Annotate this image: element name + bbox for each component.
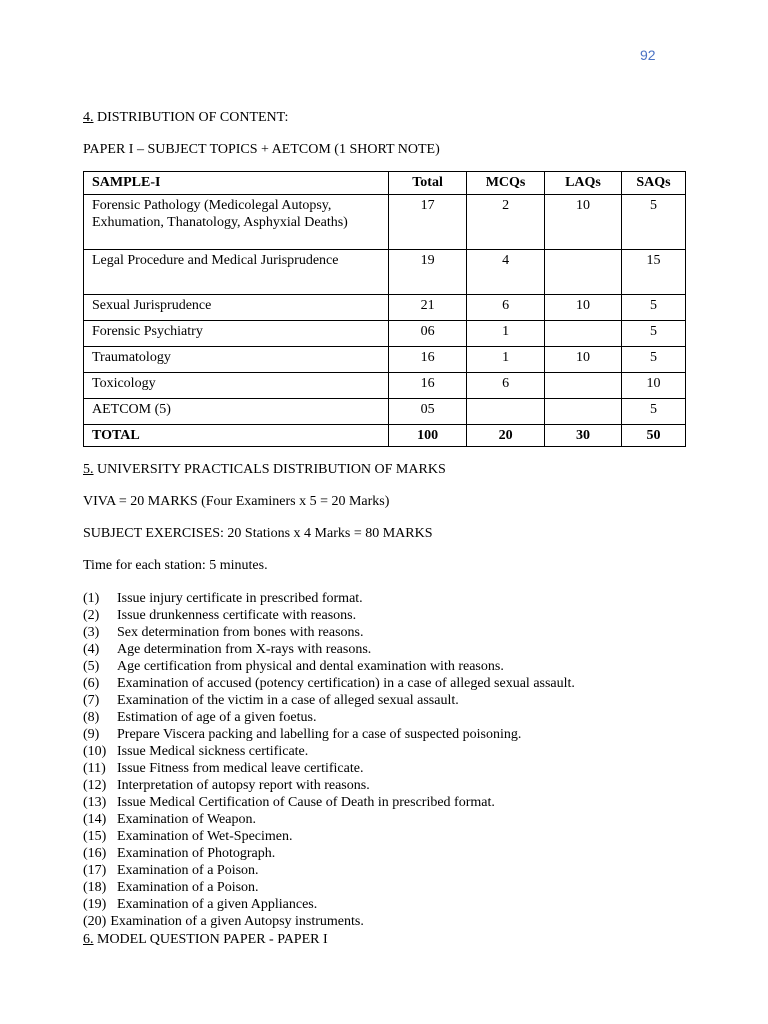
item-text: Issue Medical Certification of Cause of Death in prescribed format. bbox=[117, 795, 495, 810]
total-total-cell: 100 bbox=[389, 425, 467, 447]
item-text: Age certification from physical and dental examination with reasons. bbox=[117, 659, 504, 674]
mcqs-cell: 4 bbox=[467, 250, 545, 295]
mcqs-cell: 1 bbox=[467, 321, 545, 347]
content-distribution-table bbox=[83, 171, 686, 447]
item-number: (13) bbox=[83, 795, 107, 810]
paper-heading: PAPER I – SUBJECT TOPICS + AETCOM (1 SHORT NOTE) bbox=[83, 142, 440, 157]
item-text: Age determination from X-rays with reasons. bbox=[117, 642, 372, 657]
laqs-cell: 10 bbox=[545, 295, 622, 321]
item-text: Issue Fitness from medical leave certificate. bbox=[117, 761, 364, 776]
topic-cell: Forensic Psychiatry bbox=[84, 321, 389, 347]
total-cell: 06 bbox=[389, 321, 467, 347]
total-cell: 19 bbox=[389, 250, 467, 295]
laqs-cell bbox=[545, 321, 622, 347]
list-item bbox=[83, 896, 575, 913]
saqs-cell: 5 bbox=[621, 195, 685, 250]
total-cell: 16 bbox=[389, 347, 467, 373]
item-number: (19) bbox=[83, 897, 107, 912]
list-item bbox=[83, 794, 575, 811]
total-label-cell: TOTAL bbox=[84, 425, 389, 447]
saqs-cell: 5 bbox=[621, 399, 685, 425]
list-item bbox=[83, 675, 575, 692]
section-4-title: DISTRIBUTION OF CONTENT: bbox=[97, 110, 289, 125]
list-item bbox=[83, 590, 575, 607]
item-number: (12) bbox=[83, 778, 107, 793]
item-text: Examination of a given Autopsy instruments. bbox=[110, 914, 364, 929]
item-number: (4) bbox=[83, 642, 100, 657]
list-item bbox=[83, 879, 575, 896]
table-row bbox=[84, 399, 686, 425]
mcqs-cell bbox=[467, 399, 545, 425]
section-4-number: 4. bbox=[83, 110, 94, 125]
table-row bbox=[84, 321, 686, 347]
topic-cell: Toxicology bbox=[84, 373, 389, 399]
saqs-cell: 10 bbox=[621, 373, 685, 399]
total-cell: 21 bbox=[389, 295, 467, 321]
laqs-cell bbox=[545, 399, 622, 425]
item-text: Prepare Viscera packing and labelling for a case of suspected poisoning. bbox=[117, 727, 522, 742]
mcqs-cell: 6 bbox=[467, 295, 545, 321]
item-text: Issue Medical sickness certificate. bbox=[117, 744, 309, 759]
list-item bbox=[83, 709, 575, 726]
topic-cell: Legal Procedure and Medical Jurisprudence bbox=[84, 250, 389, 295]
item-number: (18) bbox=[83, 880, 107, 895]
item-number: (14) bbox=[83, 812, 107, 827]
item-text: Estimation of age of a given foetus. bbox=[117, 710, 317, 725]
item-number: (17) bbox=[83, 863, 107, 878]
item-text: Sex determination from bones with reasons. bbox=[117, 625, 364, 640]
section-5-number: 5. bbox=[83, 462, 94, 477]
table-row bbox=[84, 295, 686, 321]
subject-exercises-line: SUBJECT EXERCISES: 20 Stations x 4 Marks = 80 MARKS bbox=[83, 526, 433, 541]
time-note: Time for each station: 5 minutes. bbox=[83, 558, 268, 573]
item-number: (5) bbox=[83, 659, 100, 674]
table-total-row bbox=[84, 425, 686, 447]
item-number: (8) bbox=[83, 710, 100, 725]
item-text: Examination of Wet-Specimen. bbox=[117, 829, 293, 844]
list-item bbox=[83, 658, 575, 675]
total-cell: 05 bbox=[389, 399, 467, 425]
header-laqs: LAQs bbox=[545, 172, 622, 195]
section-6-title: MODEL QUESTION PAPER - PAPER I bbox=[97, 932, 328, 947]
item-text: Examination of accused (potency certification) in a case of alleged sexual assault. bbox=[117, 676, 575, 691]
table-row bbox=[84, 195, 686, 250]
list-item bbox=[83, 811, 575, 828]
list-item bbox=[83, 607, 575, 624]
header-saqs: SAQs bbox=[621, 172, 685, 195]
laqs-cell: 10 bbox=[545, 195, 622, 250]
item-number: (15) bbox=[83, 829, 107, 844]
item-number: (10) bbox=[83, 744, 107, 759]
header-mcqs: MCQs bbox=[467, 172, 545, 195]
item-text: Issue drunkenness certificate with reasons. bbox=[117, 608, 357, 623]
item-number: (20) bbox=[83, 914, 107, 929]
mcqs-cell: 6 bbox=[467, 373, 545, 399]
page-number: 92 bbox=[640, 47, 656, 63]
header-total: Total bbox=[389, 172, 467, 195]
item-number: (7) bbox=[83, 693, 100, 708]
mcqs-cell: 2 bbox=[467, 195, 545, 250]
item-text: Examination of a given Appliances. bbox=[117, 897, 318, 912]
total-mcqs-cell: 20 bbox=[467, 425, 545, 447]
section-6-number: 6. bbox=[83, 932, 94, 947]
header-sample: SAMPLE-I bbox=[84, 172, 389, 195]
item-number: (16) bbox=[83, 846, 107, 861]
list-item bbox=[83, 828, 575, 845]
topic-cell: Forensic Pathology (Medicolegal Autopsy, Exhumation, Thanatology, Asphyxial Deaths) bbox=[84, 195, 389, 250]
laqs-cell bbox=[545, 250, 622, 295]
table-header-row bbox=[84, 172, 686, 195]
laqs-cell: 10 bbox=[545, 347, 622, 373]
list-item bbox=[83, 726, 575, 743]
list-item bbox=[83, 692, 575, 709]
item-text: Issue injury certificate in prescribed format. bbox=[117, 591, 363, 606]
total-cell: 16 bbox=[389, 373, 467, 399]
item-text: Examination of the victim in a case of alleged sexual assault. bbox=[117, 693, 459, 708]
table-row bbox=[84, 250, 686, 295]
item-number: (1) bbox=[83, 591, 100, 606]
item-number: (11) bbox=[83, 761, 106, 776]
saqs-cell: 5 bbox=[621, 295, 685, 321]
saqs-cell: 5 bbox=[621, 321, 685, 347]
exercise-list bbox=[83, 590, 575, 930]
item-number: (6) bbox=[83, 676, 100, 691]
total-cell: 17 bbox=[389, 195, 467, 250]
item-text: Examination of a Poison. bbox=[117, 880, 259, 895]
item-text: Examination of a Poison. bbox=[117, 863, 259, 878]
total-laqs-cell: 30 bbox=[545, 425, 622, 447]
item-text: Examination of Photograph. bbox=[117, 846, 276, 861]
list-item bbox=[83, 641, 575, 658]
viva-line: VIVA = 20 MARKS (Four Examiners x 5 = 20 Marks) bbox=[83, 494, 390, 509]
item-number: (9) bbox=[83, 727, 100, 742]
item-text: Interpretation of autopsy report with reasons. bbox=[117, 778, 370, 793]
saqs-cell: 5 bbox=[621, 347, 685, 373]
saqs-cell: 15 bbox=[621, 250, 685, 295]
list-item bbox=[83, 624, 575, 641]
mcqs-cell: 1 bbox=[467, 347, 545, 373]
section-5-heading bbox=[83, 462, 446, 478]
section-6-heading bbox=[83, 932, 328, 948]
list-item bbox=[83, 743, 575, 760]
section-5-title: UNIVERSITY PRACTICALS DISTRIBUTION OF MARKS bbox=[97, 462, 446, 477]
laqs-cell bbox=[545, 373, 622, 399]
topic-cell: Traumatology bbox=[84, 347, 389, 373]
list-item bbox=[83, 777, 575, 794]
table-row bbox=[84, 373, 686, 399]
table-row bbox=[84, 347, 686, 373]
item-number: (3) bbox=[83, 625, 100, 640]
topic-cell: AETCOM (5) bbox=[84, 399, 389, 425]
list-item bbox=[83, 845, 575, 862]
topic-cell: Sexual Jurisprudence bbox=[84, 295, 389, 321]
section-4-heading bbox=[83, 110, 288, 126]
item-text: Examination of Weapon. bbox=[117, 812, 256, 827]
list-item bbox=[83, 862, 575, 879]
list-item bbox=[83, 913, 575, 930]
list-item bbox=[83, 760, 575, 777]
item-number: (2) bbox=[83, 608, 100, 623]
total-saqs-cell: 50 bbox=[621, 425, 685, 447]
